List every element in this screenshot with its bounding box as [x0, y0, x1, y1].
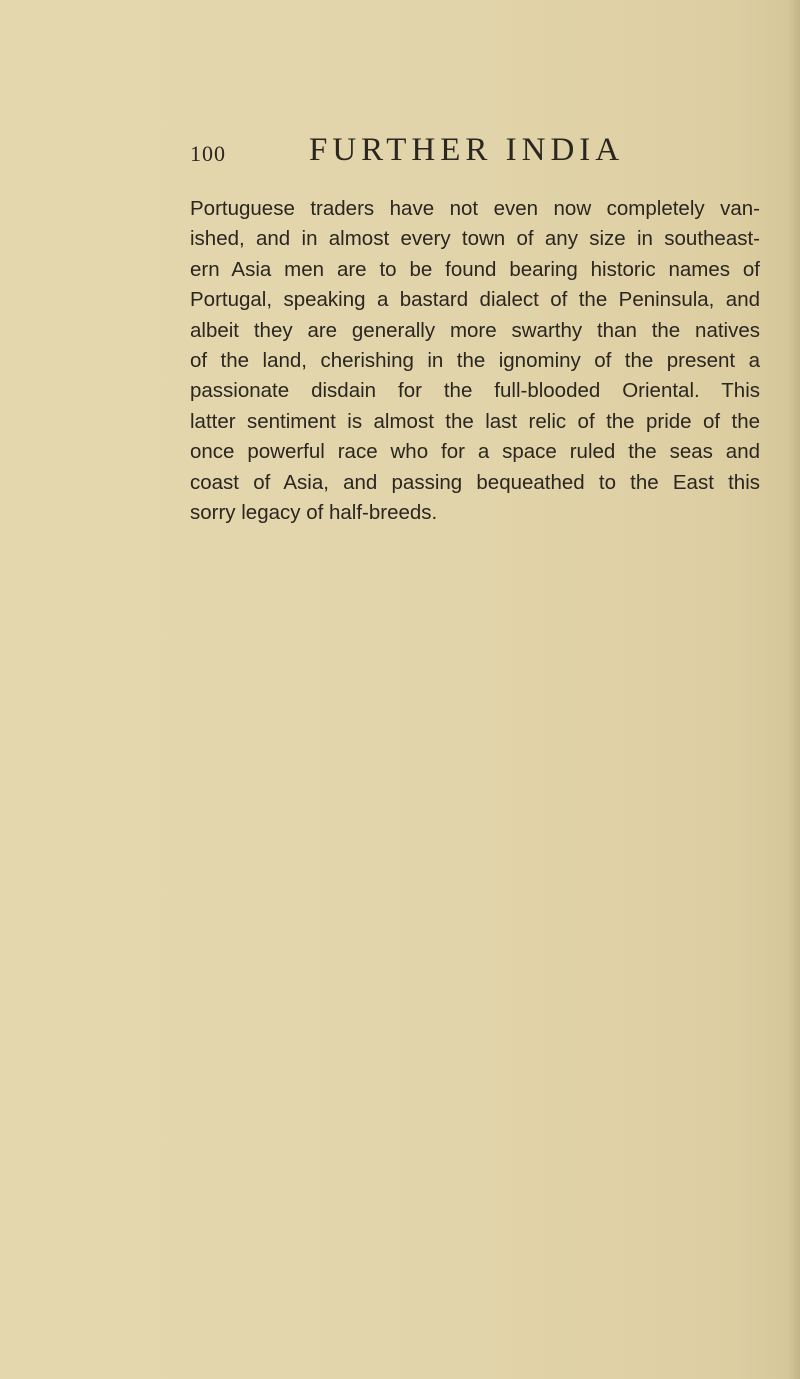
- text-line: passionate disdain for the full-blooded Oriental. This: [190, 379, 760, 403]
- text-line: once powerful race who for a space ruled the seas and: [190, 440, 760, 464]
- text-line: Portugal, speaking a bastard dialect of the Peninsula, and: [190, 288, 760, 312]
- text-line: sorry legacy of half-breeds.: [190, 500, 438, 524]
- running-head: [190, 132, 760, 172]
- text-line: of the land, cherishing in the ignominy of the present a: [190, 348, 760, 372]
- running-title: FURTHER INDIA: [309, 132, 625, 168]
- text-line: ern Asia men are to be found bearing historic names of: [190, 257, 760, 281]
- text-line: coast of Asia, and passing bequeathed to the East this: [190, 470, 760, 494]
- text-line: albeit they are generally more swarthy than the natives: [190, 318, 760, 342]
- page-edge-shadow: [788, 0, 800, 1379]
- text-line: Portuguese traders have not even now completely van-: [190, 197, 760, 220]
- body-paragraph: [190, 194, 760, 528]
- text-line: latter sentiment is almost the last relic of the pride of the: [190, 409, 760, 433]
- text-line: ished, and in almost every town of any size in southeast-: [190, 227, 760, 251]
- page-number: 100: [190, 141, 226, 166]
